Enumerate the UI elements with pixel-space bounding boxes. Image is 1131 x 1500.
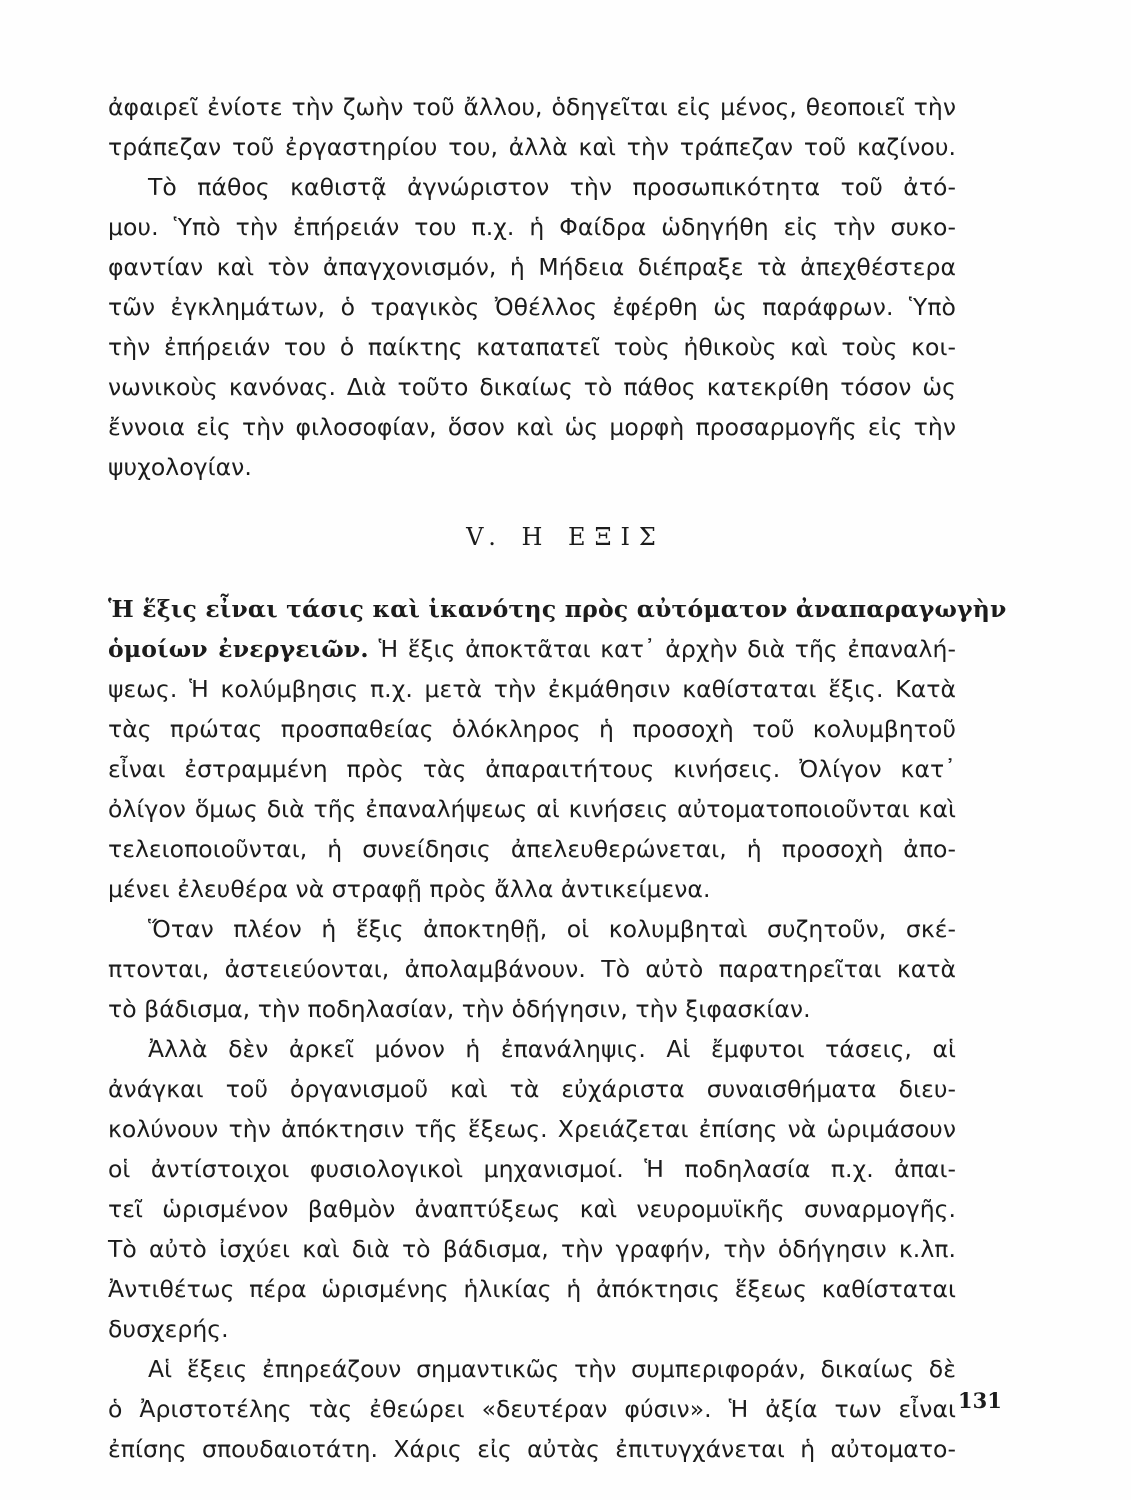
page-number: 131	[958, 1388, 1002, 1413]
paragraph-2-line-2: μου. Ὑπὸ τὴν ἐπήρειάν του π.χ. ἡ Φαίδρα ὡδηγήθη εἰς τὴν συκο-	[108, 213, 956, 241]
paragraph-5-line-1: Ἀλλὰ δὲν ἀρκεῖ μόνον ἡ ἐπανάληψις. Αἱ ἔμφυτοι τάσεις, αἱ	[148, 1035, 956, 1063]
paragraph-2-line-1: Τὸ πάθος καθιστᾷ ἀγνώριστον τὴν προσωπικότητα τοῦ ἀτό-	[148, 173, 956, 201]
paragraph-4-line-3: τὸ βάδισμα, τὴν ποδηλασίαν, τὴν ὁδήγησιν, τὴν ξιφασκίαν.	[108, 995, 811, 1023]
paragraph-3-line-5: εἶναι ἐστραμμένη πρὸς τὰς ἀπαραιτήτους κινήσεις. Ὀλίγον κατ᾿	[108, 755, 956, 783]
paragraph-5-line-4: οἱ ἀντίστοιχοι φυσιολογικοὶ μηχανισμοί. Ἡ ποδηλασία π.χ. ἀπαι-	[108, 1155, 956, 1183]
paragraph-2-line-5: τὴν ἐπήρειάν του ὁ παίκτης καταπατεῖ τοὺς ἠθικοὺς καὶ τοὺς κοι-	[108, 333, 956, 361]
paragraph-3-definition-end: ὁμοίων ἐνεργειῶν.	[108, 635, 369, 663]
paragraph-2-line-4: τῶν ἐγκλημάτων, ὁ τραγικὸς Ὀθέλλος ἐφέρθη ὡς παράφρων. Ὑπὸ	[108, 293, 956, 321]
paragraph-2-line-6: νωνικοὺς κανόνας. Διὰ τοῦτο δικαίως τὸ πάθος κατεκρίθη τόσον ὡς	[108, 373, 956, 401]
paragraph-1-line-1: ἀφαιρεῖ ἐνίοτε τὴν ζωὴν τοῦ ἄλλου, ὁδηγεῖται εἰς μένος, θεοποιεῖ τὴν	[108, 93, 956, 121]
paragraph-5-line-7: Ἀντιθέτως πέρα ὡρισμένης ἡλικίας ἡ ἀπόκτησις ἕξεως καθίσταται	[108, 1275, 956, 1303]
paragraph-5-line-8: δυσχερής.	[108, 1315, 229, 1343]
paragraph-5-line-3: κολύνουν τὴν ἀπόκτησιν τῆς ἕξεως. Χρειάζεται ἐπίσης νὰ ὡριμάσουν	[108, 1115, 956, 1143]
paragraph-3-line-6: ὀλίγον ὅμως διὰ τῆς ἐπαναλήψεως αἱ κινήσεις αὐτοματοποιοῦνται καὶ	[108, 795, 956, 823]
paragraph-6-line-3: ἐπίσης σπουδαιοτάτη. Χάρις εἰς αὐτὰς ἐπιτυγχάνεται ἡ αὐτοματο-	[108, 1435, 956, 1463]
paragraph-4-line-2: πτονται, ἀστειεύονται, ἀπολαμβάνουν. Τὸ αὐτὸ παρατηρεῖται κατὰ	[108, 955, 956, 983]
paragraph-5-line-5: τεῖ ὡρισμένον βαθμὸν ἀναπτύξεως καὶ νευρομυϊκῆς συναρμογῆς.	[108, 1195, 956, 1223]
paragraph-3-line-2	[108, 630, 956, 668]
paragraph-3-line-4: τὰς πρώτας προσπαθείας ὁλόκληρος ἡ προσοχὴ τοῦ κολυμβητοῦ	[108, 715, 956, 743]
paragraph-2-line-3: φαντίαν καὶ τὸν ἀπαγχονισμόν, ἡ Μήδεια διέπραξε τὰ ἀπεχθέστερα	[108, 253, 956, 281]
paragraph-6-line-2: ὁ Ἀριστοτέλης τὰς ἐθεώρει «δευτέραν φύσιν». Ἡ ἀξία των εἶναι	[108, 1395, 956, 1423]
paragraph-5-line-2: ἀνάγκαι τοῦ ὀργανισμοῦ καὶ τὰ εὐχάριστα συναισθήματα διευ-	[108, 1075, 956, 1103]
paragraph-3-definition-line-1: Ἡ ἕξις εἶναι τάσις καὶ ἱκανότης πρὸς αὐτόματον ἀναπαραγωγὴν	[108, 595, 1007, 623]
paragraph-3-line-2-rest: Ἡ ἕξις ἀποκτᾶται κατ᾿ ἀρχὴν διὰ τῆς ἐπαναλή-	[368, 635, 956, 663]
paragraph-2-line-8: ψυχολογίαν.	[108, 453, 252, 481]
paragraph-3-line-8: μένει ἐλευθέρα νὰ στραφῇ πρὸς ἄλλα ἀντικείμενα.	[108, 875, 711, 903]
paragraph-2-line-7: ἔννοια εἰς τὴν φιλοσοφίαν, ὅσον καὶ ὡς μορφὴ προσαρμογῆς εἰς τὴν	[108, 413, 956, 441]
paragraph-1-line-2: τράπεζαν τοῦ ἐργαστηρίου του, ἀλλὰ καὶ τὴν τράπεζαν τοῦ καζίνου.	[108, 133, 956, 161]
paragraph-4-line-1: Ὅταν πλέον ἡ ἕξις ἀποκτηθῇ, οἱ κολυμβηταὶ συζητοῦν, σκέ-	[148, 915, 956, 943]
paragraph-5-line-6: Τὸ αὐτὸ ἰσχύει καὶ διὰ τὸ βάδισμα, τὴν γραφήν, τὴν ὁδήγησιν κ.λπ.	[108, 1235, 956, 1263]
paragraph-3-line-3: ψεως. Ἡ κολύμβησις π.χ. μετὰ τὴν ἐκμάθησιν καθίσταται ἕξις. Κατὰ	[108, 675, 956, 703]
section-heading: V. Η ΕΞΙΣ	[466, 523, 665, 551]
paragraph-6-line-1: Αἱ ἕξεις ἐπηρεάζουν σημαντικῶς τὴν συμπεριφοράν, δικαίως δὲ	[148, 1355, 956, 1383]
paragraph-3-line-7: τελειοποιοῦνται, ἡ συνείδησις ἀπελευθερώνεται, ἡ προσοχὴ ἀπο-	[108, 835, 956, 863]
